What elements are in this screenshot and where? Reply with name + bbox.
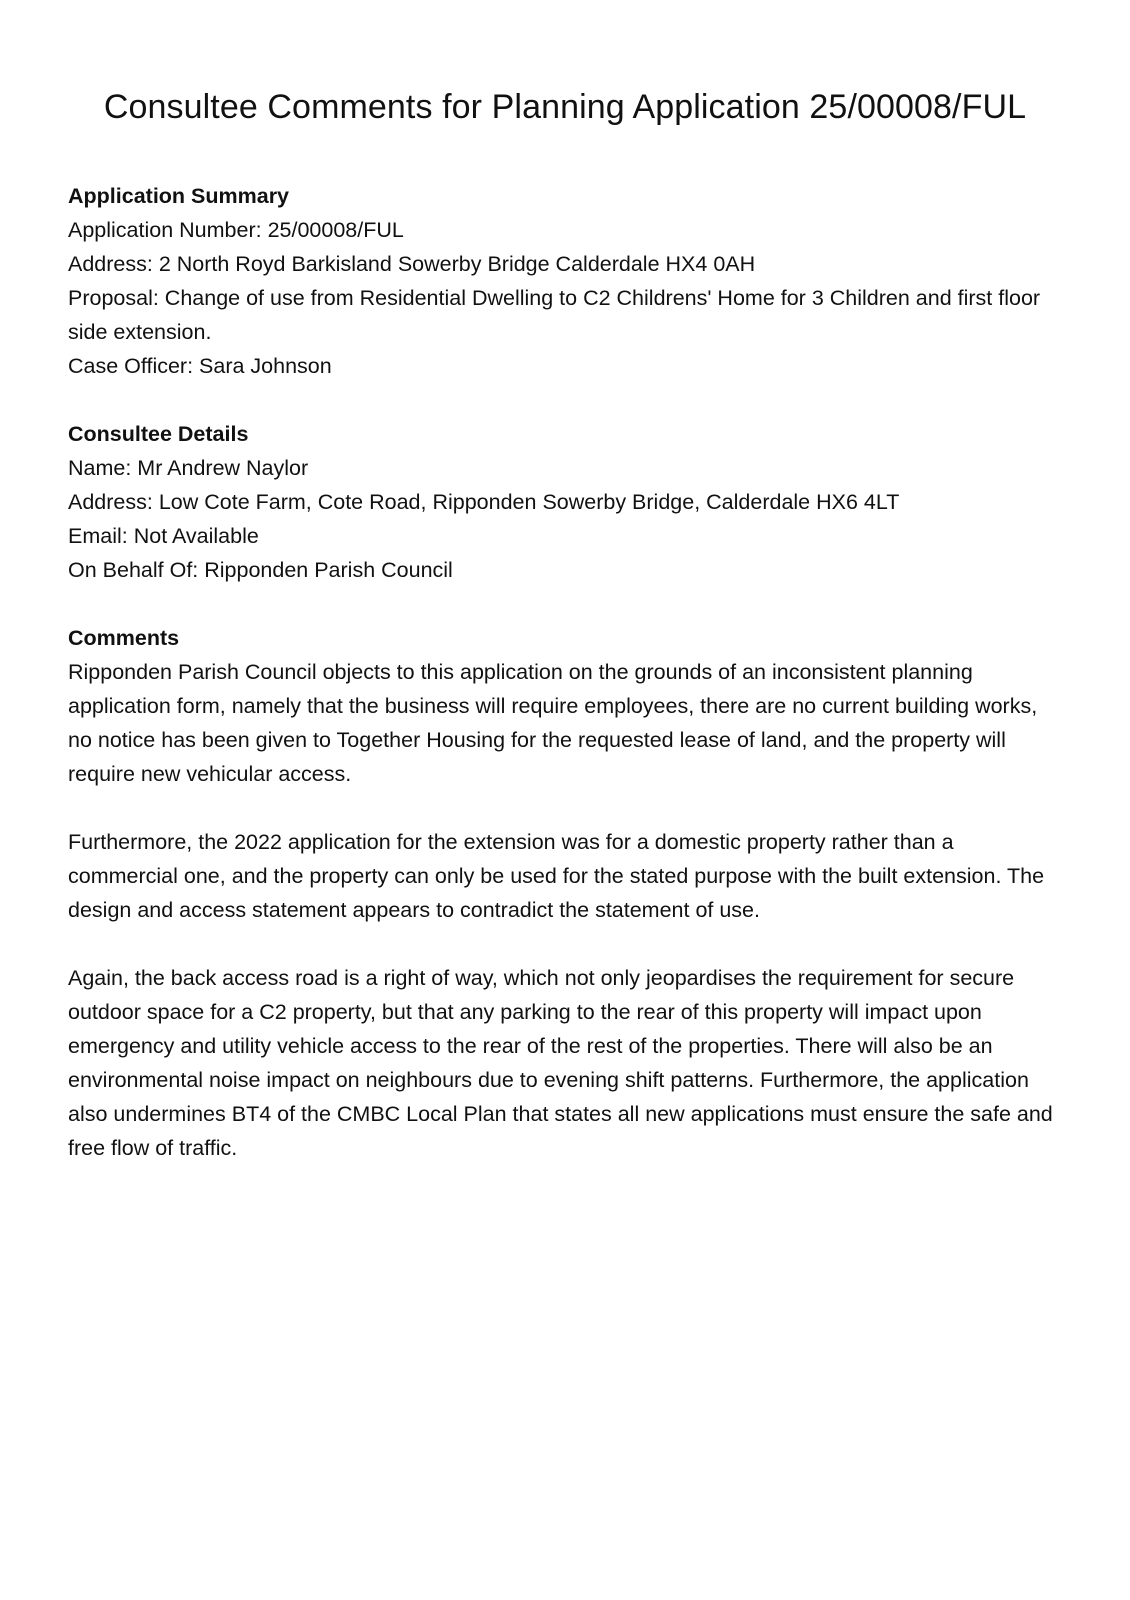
consultee-on-behalf-of: On Behalf Of: Ripponden Parish Council — [68, 558, 453, 582]
application-summary-heading: Application Summary — [68, 184, 290, 208]
consultee-details-heading: Consultee Details — [68, 422, 249, 446]
comment-paragraph: Ripponden Parish Council objects to this application on the grounds of an inconsistent planning application form, namely that the business will require employees, there are no current building works, no notice has been given to Together Housing for the requested lease of land, and the property will require new vehicular access. — [68, 660, 1038, 786]
page-title: Consultee Comments for Planning Application 25/00008/FUL — [103, 88, 1027, 126]
consultee-address: Address: Low Cote Farm, Cote Road, Ripponden Sowerby Bridge, Calderdale HX6 4LT — [68, 490, 900, 514]
case-officer: Case Officer: Sara Johnson — [68, 354, 332, 378]
comments-section — [68, 621, 1063, 1165]
consultee-email: Email: Not Available — [68, 524, 259, 548]
application-summary-section — [68, 179, 1063, 383]
consultee-name: Name: Mr Andrew Naylor — [68, 456, 309, 480]
comments-heading: Comments — [68, 626, 180, 650]
comment-paragraph: Again, the back access road is a right of way, which not only jeopardises the requirement for secure outdoor space for a C2 property, but that any parking to the rear of this property will impact upon emergency and utility vehicle access to the rear of the rest of the properties. There will also be an environmental noise impact on neighbours due to evening shift patterns. Furthermore, the application also undermines BT4 of the CMBC Local Plan that states all new applications must ensure the safe and free flow of traffic. — [68, 966, 1053, 1160]
application-proposal: Proposal: Change of use from Residential Dwelling to C2 Childrens' Home for 3 Children and first floor side extension. — [68, 286, 1041, 344]
comment-paragraph: Furthermore, the 2022 application for the extension was for a domestic property rather than a commercial one, and the property can only be used for the stated purpose with the built extension. The design and access statement appears to contradict the statement of use. — [68, 830, 1045, 922]
consultee-details-section — [68, 417, 1063, 587]
application-number: Application Number: 25/00008/FUL — [68, 218, 404, 242]
document-body — [68, 179, 1063, 1199]
application-address: Address: 2 North Royd Barkisland Sowerby Bridge Calderdale HX4 0AH — [68, 252, 756, 276]
